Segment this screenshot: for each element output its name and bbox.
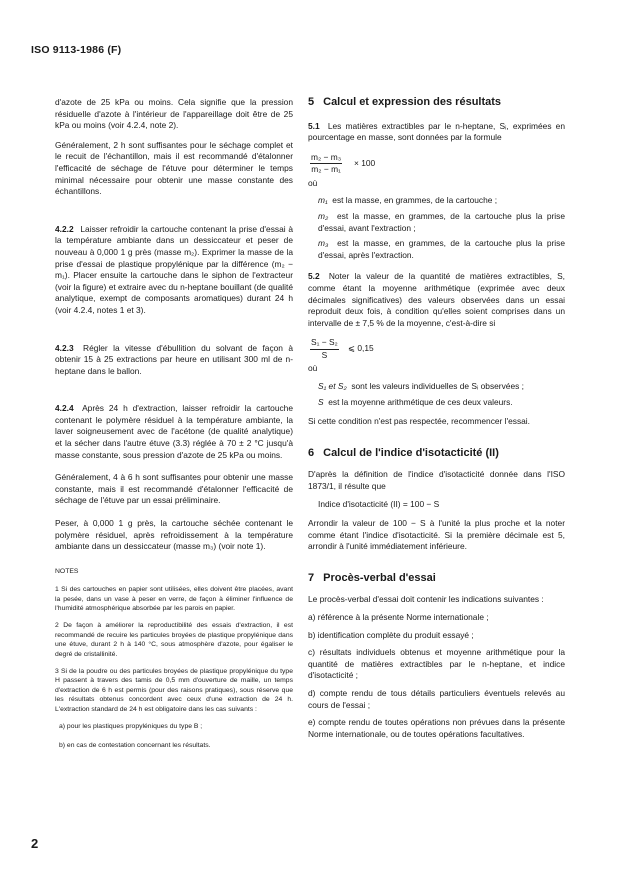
paragraph-constant-mass: Généralement, 4 à 6 h sont suffisantes pour obtenir une masse constante, mais il est recommandé d'étalonner l'efficacité de séchage de l'étuve par un essai préliminaire.	[55, 472, 293, 506]
definition-text: sont les valeurs individuelles de Sᵢ observées ;	[351, 380, 524, 391]
section-7-heading	[308, 573, 565, 585]
mass-definitions	[308, 195, 565, 261]
symbol: m₃	[318, 238, 329, 249]
formula-condition: ⩽ 0,15	[348, 343, 374, 354]
paragraph-repeat-test: Si cette condition n'est pas respectée, recommencer l'essai.	[308, 416, 530, 427]
section-number: 5.2	[308, 271, 320, 282]
definition-text: est la moyenne arithmétique de ces deux valeurs.	[328, 396, 513, 407]
s-definitions	[308, 381, 565, 408]
definition-text: est la masse, en grammes, de la cartouche plus la prise d'essai, après l'extraction.	[318, 238, 566, 260]
fraction-denominator: m₂ − m₁	[311, 164, 341, 175]
section-text: Régler la vitesse d'ébullition du solvant de façon à obtenir 15 à 25 extractions par heure en utilisant 300 ml de n-heptane dans le ballon.	[55, 342, 294, 376]
fraction-numerator: m₂ − m₃	[310, 152, 342, 165]
document-header: ISO 9113-1986 (F)	[31, 44, 122, 56]
fraction-numerator: S₁ − S₂	[310, 337, 339, 350]
section-text: Après 24 h d'extraction, laisser refroidir la cartouche contenant le polymère résiduel à la température ambiante, la laver soigneusement avec de l'acétone (de qualité analytique) et la sécher dans l'autre étuve (3.3) réglée à 70 ± 2 °C jusqu'à masse constante, sous pression d'azote de 25 kPa ou moins.	[55, 403, 293, 460]
paragraph-drying-time: Généralement, 2 h sont suffisantes pour le séchage complet et le recuit de l'échantillon, mais il est recommandé d'étalonner l'efficacité de séchage de l'étuve pour déterminer le temps minimal nécessaire pour obtenir une masse constante des échantillons.	[55, 139, 293, 197]
repeatability-formula	[308, 333, 565, 363]
formula-fraction	[310, 337, 339, 361]
definition-m3	[308, 238, 565, 261]
note-3-item-a: a) pour les plastiques propyléniques du type B ;	[59, 723, 203, 731]
paragraph-weigh-residue: Peser, à 0,000 1 g près, la cartouche séchée contenant le polymère résiduel, après refroidissement à la température ambiante dans un dessiccateur (masse m₃) (voir note 1).	[55, 518, 293, 552]
extractables-formula	[308, 148, 565, 178]
section-title: Calcul et expression des résultats	[323, 96, 502, 108]
section-4-2-4	[55, 403, 293, 461]
symbol: S	[318, 396, 324, 407]
symbol: S₁ et S₂	[318, 380, 347, 391]
section-4-2-2	[55, 224, 293, 317]
section-number: 4.2.4	[55, 403, 74, 414]
definition-text: est la masse, en grammes, de la cartouche plus la prise d'essai, avant l'extraction ;	[318, 210, 565, 233]
section-6-heading	[308, 448, 565, 460]
note-3: 3 Si de la poudre ou des particules broyées de plastique propylénique du type H passent à travers des tamis de 0,5 mm d'ouverture de maille, un temps d'extraction de 6 h est permis (pour des raisons pratiques), sous réserve que les résultats obtenus concordent avec ceux d'une extraction de 24 h. L'extraction standard de 24 h est obligatoire dans les cas suivants :	[55, 668, 293, 713]
notes-title: NOTES	[55, 567, 79, 575]
isotacticity-formula: Indice d'isotacticité (II) = 100 − S	[318, 499, 440, 510]
fraction-denominator: S	[321, 349, 328, 360]
section-number: 7	[308, 571, 315, 584]
section-title: Calcul de l'indice d'isotacticité (II)	[323, 446, 499, 459]
where-label: où	[308, 363, 318, 374]
right-column	[308, 97, 565, 746]
section-5-2	[308, 271, 565, 329]
definition-m2	[308, 211, 565, 234]
symbol: m₂	[318, 210, 329, 221]
formula-fraction	[310, 152, 342, 176]
symbol: m₁	[318, 195, 328, 206]
report-item-c: c) résultats individuels obtenus et moyenne arithmétique pour la quantité de matières extractibles par le n-heptane, et indice d'isotacticité ;	[308, 647, 565, 681]
report-item-b: b) identification complète du produit essayé ;	[308, 629, 474, 640]
report-items-list	[308, 612, 565, 740]
paragraph-report-contents: Le procès-verbal d'essai doit contenir les indications suivantes :	[308, 594, 544, 605]
notes-block	[55, 567, 293, 750]
definition-s	[308, 397, 565, 409]
note-2: 2 De façon à améliorer la reproductibilité des essais d'extraction, il est recommandé de recuire les particules broyées de plastique propylénique dans une étuve, durant 2 h à 140 °C, sous atmosphère d'azote, pour égaliser le degré de cristallinité.	[55, 622, 293, 658]
section-number: 4.2.3	[55, 342, 74, 353]
section-text: Noter la valeur de la quantité de matières extractibles, S, comme étant la moyenne arithmétique (exprimée avec deux décimales significatives) des valeurs observées dans un essai reproduit deux fois, à condition qu'elles soient comprises dans un intervalle de ± 7,5 % de la moyenne, c'est-à-dire si	[308, 271, 565, 328]
paragraph-rounding: Arrondir la valeur de 100 − S à l'unité la plus proche et la noter comme étant l'indice d'isotacticité. Si la première décimale est 5, arrondir à l'unité immédiatement inférieure.	[308, 518, 565, 552]
page-number: 2	[31, 836, 39, 851]
section-text: Laisser refroidir la cartouche contenant la prise d'essai à la température ambiante dans un dessiccateur et peser de nouveau à 0,000 1 g près (masse m₂). Exprimer la masse de la prise d'essai de plastique propylénique par la différence (m₂ − m₁). Placer ensuite la cartouche dans le siphon de l'extracteur (voir la figure) et extraire avec du n-heptane bouillant (de qualité analytique, exempt de composants aromatiques) durant 24 h (voir 4.2.4, notes 1 et 3).	[55, 223, 293, 315]
section-5-heading	[308, 97, 565, 109]
section-number: 6	[308, 446, 315, 459]
section-number: 4.2.2	[55, 223, 74, 234]
definition-text: est la masse, en grammes, de la cartouche ;	[332, 195, 498, 206]
formula-multiplier: × 100	[354, 157, 376, 168]
section-title: Procès-verbal d'essai	[323, 571, 436, 584]
report-item-e: e) compte rendu de toutes opérations non prévues dans la présente Norme internationale, ou de toutes opérations facultatives.	[308, 717, 565, 739]
section-text: Les matières extractibles par le n-heptane, Sᵢ, exprimées en pourcentage en masse, sont données par la formule	[308, 120, 566, 143]
paragraph-nitrogen-pressure: d'azote de 25 kPa ou moins. Cela signifie que la pression résiduelle d'azote à l'intérieur de l'appareillage doit être de 25 kPa ou moins (voir 4.2.4, note 2).	[55, 97, 293, 131]
definition-m1	[308, 195, 565, 207]
paragraph-isotacticity-definition: D'après la définition de l'indice d'isotacticité donnée dans l'ISO 1873/1, il résulte que	[308, 469, 565, 491]
section-number: 5	[308, 96, 315, 108]
definition-s1-s2	[308, 381, 565, 393]
section-5-1	[308, 121, 565, 144]
note-1: 1 Si des cartouches en papier sont utilisées, elles doivent être placées, avant la pesée, dans un vase à peser en verre, de façon à éliminer l'influence de l'humidité atmosphérique absorbée par les parois en papier.	[55, 586, 293, 613]
report-item-a: a) référence à la présente Norme internationale ;	[308, 612, 489, 623]
left-column	[55, 97, 293, 756]
report-item-d: d) compte rendu de tous détails particuliers éventuels relevés au cours de l'essai ;	[308, 688, 565, 710]
note-3-item-b: b) en cas de contestation concernant les résultats.	[59, 741, 211, 749]
where-label: où	[308, 177, 318, 188]
section-4-2-3	[55, 343, 293, 378]
section-number: 5.1	[308, 120, 320, 131]
